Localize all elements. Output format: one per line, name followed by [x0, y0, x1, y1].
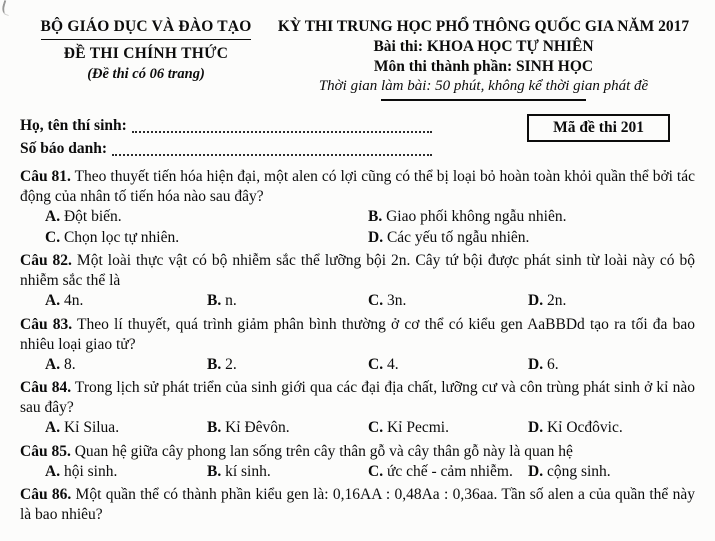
question-83-option-C: C. 4.	[368, 355, 399, 373]
candidate-id-dotted-line	[112, 154, 432, 156]
question-86	[20, 485, 695, 525]
option-letter: D.	[528, 355, 544, 373]
option-letter: B.	[207, 462, 222, 480]
question-81-option-D: D. Các yếu tố ngẫu nhiên.	[368, 228, 530, 246]
question-81-option-A: A. Đột biến.	[45, 208, 122, 225]
question-85-option-B: B. kí sinh.	[207, 462, 271, 480]
option-letter: A.	[45, 419, 61, 436]
candidate-name-label: Họ, tên thí sinh:	[20, 117, 127, 134]
option-letter: C.	[368, 292, 384, 309]
question-83	[20, 315, 695, 376]
option-letter: D.	[528, 419, 544, 436]
question-84-option-A: A. Kỉ Silua.	[45, 419, 120, 436]
header-divider-rule	[381, 99, 586, 101]
question-85-options	[45, 462, 695, 483]
question-83-option-D: D. 6.	[528, 355, 559, 373]
duration-line: Thời gian làm bài: 50 phút, không kể thời gian phát đề	[318, 78, 649, 94]
question-86-number: Câu 86.	[20, 486, 72, 503]
question-82-option-A: A. 4n.	[45, 292, 84, 309]
header-right-block	[272, 18, 695, 101]
question-84-text: Câu 84. Trong lịch sử phát triển của sinh giới qua các đại địa chất, lưỡng cư và côn trùng phát sinh ở kỉ nào sau đây?	[20, 379, 695, 416]
subject-line: Môn thi thành phần: SINH HỌC	[373, 58, 594, 75]
question-84-number: Câu 84.	[20, 379, 72, 396]
candidate-id-label: Số báo danh:	[20, 140, 108, 157]
question-82-option-C: C. 3n.	[368, 292, 407, 309]
ministry-title: BỘ GIÁO DỤC VÀ ĐÀO TẠO	[41, 18, 252, 40]
question-85	[20, 442, 695, 483]
question-82-text: Câu 82. Một loài thực vật có bộ nhiễm sắc thể lưỡng bội 2n. Cây tứ bội được phát sinh từ loài này có bộ nhiễm sắc thể là	[20, 252, 695, 289]
question-82-option-B: B. n.	[207, 292, 237, 309]
option-letter: A.	[45, 292, 61, 309]
question-81-options	[45, 207, 695, 248]
question-85-text: Câu 85. Quan hệ giữa cây phong lan sống trên cây thân gỗ và cây thân gỗ này là quan hệ	[20, 442, 573, 460]
questions	[20, 167, 695, 525]
question-84-option-D: D. Kỉ Ocđôvic.	[528, 419, 623, 436]
exam-name: KỲ THI TRUNG HỌC PHỔ THÔNG QUỐC GIA NĂM 2017	[277, 18, 690, 35]
option-letter: B.	[207, 292, 222, 309]
option-letter: D.	[368, 228, 384, 246]
question-85-option-D: D. cộng sinh.	[528, 462, 611, 480]
question-83-options	[45, 355, 695, 376]
official-exam-label: ĐỀ THI CHÍNH THỨC	[63, 45, 229, 62]
question-84-options	[45, 418, 695, 439]
question-81-option-B: B. Giao phối không ngẫu nhiên.	[368, 208, 567, 225]
option-letter: D.	[528, 462, 544, 480]
candidate-fields	[20, 114, 432, 160]
option-letter: B.	[207, 419, 222, 436]
question-83-text: Câu 83. Theo lí thuyết, quá trình giảm phân bình thường ở cơ thể có kiểu gen AaBBDd tạo ra tối đa bao nhiêu loại giao tử?	[20, 315, 695, 353]
question-84-option-B: B. Kỉ Đêvôn.	[207, 419, 290, 436]
question-83-number: Câu 83.	[20, 315, 73, 333]
question-82-option-D: D. 2n.	[528, 292, 567, 309]
candidate-name-line	[20, 114, 432, 137]
option-letter: A.	[45, 462, 61, 480]
document-header	[20, 18, 695, 101]
question-81	[20, 167, 695, 248]
option-letter: B.	[368, 208, 383, 225]
option-letter: C.	[368, 419, 384, 436]
question-84-option-C: C. Kỉ Pecmi.	[368, 419, 449, 436]
question-83-option-A: A. 8.	[45, 355, 76, 373]
question-85-number: Câu 85.	[20, 442, 71, 460]
option-letter: A.	[45, 208, 61, 225]
question-86-text: Câu 86. Một quần thể có thành phần kiểu gen là: 0,16AA : 0,48Aa : 0,36aa. Tần số alen a của quần thể này là bao nhiêu?	[20, 486, 695, 523]
option-letter: D.	[528, 292, 544, 309]
option-letter: B.	[207, 355, 222, 373]
test-name-line: Bài thi: KHOA HỌC TỰ NHIÊN	[373, 38, 594, 55]
option-letter: C.	[368, 355, 384, 373]
option-letter: C.	[45, 228, 61, 246]
candidate-name-dotted-line	[132, 131, 432, 133]
question-82-options	[45, 291, 695, 312]
page-count-note: (Đề thi có 06 trang)	[87, 66, 205, 82]
scan-artifact	[0, 0, 13, 16]
question-82-number: Câu 82.	[20, 252, 72, 269]
question-85-option-A: A. hội sinh.	[45, 462, 118, 480]
question-85-option-C: C. ức chế - cảm nhiễm.	[368, 462, 513, 480]
question-81-option-C: C. Chọn lọc tự nhiên.	[45, 228, 180, 246]
candidate-info-section	[20, 114, 695, 160]
header-left-block	[20, 18, 272, 101]
option-letter: C.	[368, 462, 384, 480]
question-82	[20, 251, 695, 312]
question-83-option-B: B. 2.	[207, 355, 237, 373]
question-84	[20, 378, 695, 439]
option-letter: A.	[45, 355, 61, 373]
question-81-text: Câu 81. Theo thuyết tiến hóa hiện đại, một alen có lợi cũng có thể bị loại bỏ hoàn toàn khỏi quần thể bởi tác động của nhân tố tiến hóa nào sau đây?	[20, 168, 695, 205]
question-81-number: Câu 81.	[20, 168, 71, 185]
candidate-id-line	[20, 137, 432, 160]
exam-code-box: Mã đề thi 201	[527, 114, 670, 142]
